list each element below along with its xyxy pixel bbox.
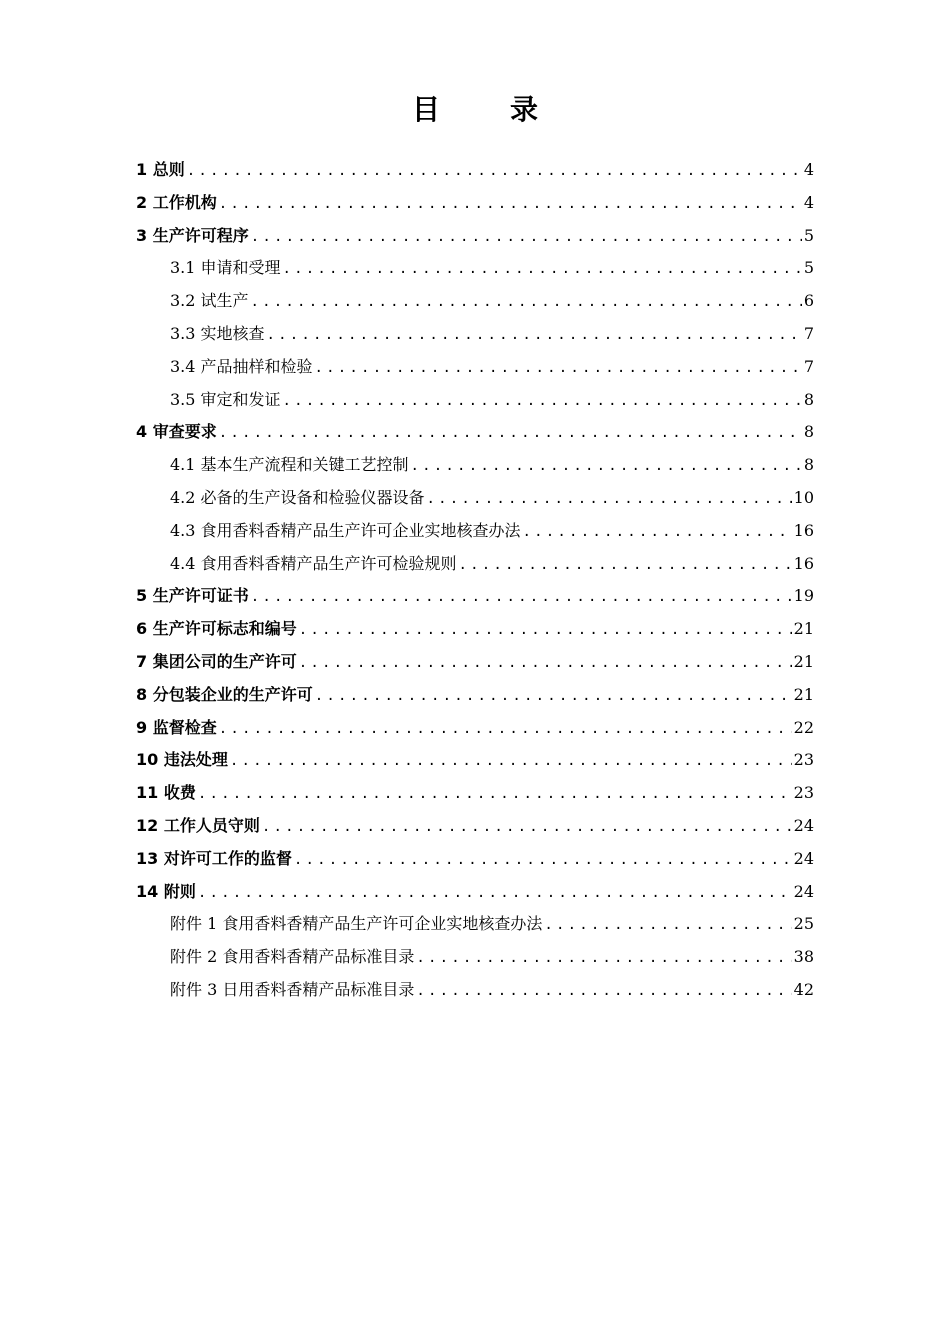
toc-entry-page-number: 8 [803,389,814,409]
toc-leader-dots [416,942,791,975]
toc-entry-page-number: 22 [793,717,814,737]
toc-entry[interactable] [136,384,814,417]
toc-entry-label: 3.1 申请和受理 [170,258,281,278]
toc-leader-dots [251,221,802,254]
toc-leader-dots [523,516,792,549]
page-title [0,88,950,128]
toc-entry[interactable] [136,154,814,187]
toc-entry[interactable] [136,679,814,712]
toc-entry-label: 3.3 实地核查 [170,323,265,343]
toc-entry-page-number: 19 [793,586,814,606]
toc-entry-page-number: 24 [793,815,814,835]
toc-entry-label: 附件 2 食用香料香精产品标准目录 [170,947,415,967]
toc-entry[interactable] [136,318,814,351]
toc-leader-dots [283,385,802,418]
toc-entry[interactable] [136,974,814,1007]
toc-entry-page-number: 21 [793,619,814,639]
toc-entry-page-number: 16 [793,553,814,573]
toc-leader-dots [251,581,792,614]
toc-entry-page-number: 25 [793,914,814,934]
toc-leader-dots [198,877,792,910]
toc-entry-page-number: 23 [793,783,814,803]
toc-leader-dots [427,483,792,516]
toc-leader-dots [299,614,792,647]
toc-leader-dots [219,417,802,450]
toc-leader-dots [219,188,802,221]
toc-entry-label: 13 对许可工作的监督 [136,848,292,868]
toc-entry-page-number: 21 [793,684,814,704]
toc-entry[interactable] [136,548,814,581]
toc-entry-label: 7 集团公司的生产许可 [136,651,297,671]
toc-entry-label: 3 生产许可程序 [136,225,249,245]
toc-entry[interactable] [136,351,814,384]
toc-entry-label: 9 监督检查 [136,717,217,737]
toc-leader-dots [187,155,802,188]
toc-entry-label: 11 收费 [136,783,196,803]
toc-leader-dots [294,844,792,877]
toc-entry-page-number: 4 [803,160,814,179]
toc-entry-label: 附件 1 食用香料香精产品生产许可企业实地核查办法 [170,914,543,934]
toc-entry-page-number: 5 [803,258,814,278]
toc-entry-page-number: 7 [803,323,814,343]
toc-entry[interactable] [136,613,814,646]
toc-leader-dots [544,909,791,942]
toc-entry-label: 3.4 产品抽样和检验 [170,356,313,376]
toc-entry[interactable] [136,843,814,876]
toc-entry-label: 12 工作人员守则 [136,815,260,835]
toc-entry-label: 4.3 食用香料香精产品生产许可企业实地核查办法 [170,520,521,540]
toc-entry[interactable] [136,810,814,843]
toc-entry[interactable] [136,515,814,548]
toc-entry-label: 4.1 基本生产流程和关键工艺控制 [170,455,409,475]
toc-leader-dots [219,713,792,746]
toc-leader-dots [416,975,791,1008]
table-of-contents [136,154,814,1007]
toc-leader-dots [411,450,802,483]
toc-entry-page-number: 6 [803,291,814,311]
toc-entry[interactable] [136,744,814,777]
toc-entry-label: 附件 3 日用香料香精产品标准目录 [170,979,415,999]
toc-entry-label: 5 生产许可证书 [136,586,249,606]
toc-entry-label: 4.4 食用香料香精产品生产许可检验规则 [170,553,457,573]
toc-entry[interactable] [136,220,814,253]
toc-entry-page-number: 24 [793,848,814,868]
toc-leader-dots [262,811,792,844]
toc-entry-label: 4.2 必备的生产设备和检验仪器设备 [170,487,425,507]
toc-entry-label: 8 分包装企业的生产许可 [136,684,313,704]
toc-leader-dots [251,286,802,319]
toc-entry-label: 1 总则 [136,160,185,179]
toc-entry-page-number: 21 [793,651,814,671]
toc-entry-page-number: 10 [793,487,814,507]
toc-entry-page-number: 16 [793,520,814,540]
toc-entry-label: 6 生产许可标志和编号 [136,619,297,639]
toc-entry-label: 10 违法处理 [136,750,228,770]
toc-entry[interactable] [136,449,814,482]
toc-leader-dots [299,647,792,680]
toc-entry[interactable] [136,646,814,679]
toc-entry-label: 3.2 试生产 [170,291,249,311]
toc-entry-page-number: 5 [803,225,814,245]
toc-entry[interactable] [136,285,814,318]
toc-entry-page-number: 24 [793,881,814,901]
title-char-1: 目 [411,93,440,126]
toc-leader-dots [459,549,792,582]
toc-entry[interactable] [136,416,814,449]
toc-entry-page-number: 7 [803,356,814,376]
toc-entry-label: 2 工作机构 [136,192,217,212]
toc-entry-label: 4 审查要求 [136,422,217,442]
toc-leader-dots [315,680,792,713]
toc-entry[interactable] [136,187,814,220]
toc-leader-dots [267,319,802,352]
toc-entry[interactable] [136,908,814,941]
toc-entry[interactable] [136,777,814,810]
toc-entry[interactable] [136,252,814,285]
toc-entry-label: 14 附则 [136,881,196,901]
toc-entry-page-number: 4 [803,192,814,212]
toc-leader-dots [283,253,802,286]
toc-leader-dots [315,352,802,385]
toc-entry[interactable] [136,712,814,745]
toc-entry-page-number: 38 [793,947,814,967]
toc-entry-page-number: 42 [793,979,814,999]
toc-entry-label: 3.5 审定和发证 [170,389,281,409]
toc-entry[interactable] [136,580,814,613]
toc-entry-page-number: 8 [803,455,814,475]
toc-leader-dots [198,778,792,811]
toc-entry-page-number: 23 [793,750,814,770]
toc-entry[interactable] [136,482,814,515]
toc-leader-dots [230,745,792,778]
toc-entry[interactable] [136,941,814,974]
toc-entry-page-number: 8 [803,422,814,442]
toc-entry[interactable] [136,876,814,909]
title-char-2: 录 [510,93,539,126]
